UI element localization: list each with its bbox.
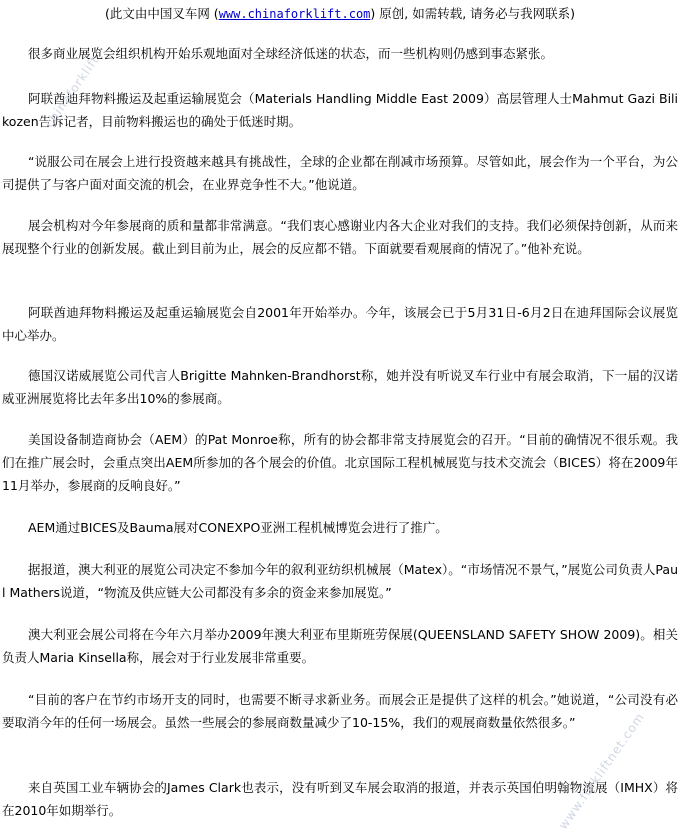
source-link[interactable]: www.chinaforklift.com: [218, 7, 371, 21]
paragraph-4: 展会机构对今年参展商的质和量都非常满意。“我们衷心感谢业内各大企业对我们的支持。我们必须保持创新，从而来展现整个行业的创新发展。截止到目前为止，展会的反应都不错。下面就要看观展商的情况了。”他补充说。: [2, 218, 678, 256]
paragraph-5: 阿联酋迪拜物料搬运及起重运输展览会自2001年开始举办。今年，该展会已于5月31日-6月2日在迪拜国际会议展览中心举办。: [2, 305, 678, 343]
watermark-bottom-right: www.forkliftnet.com: [556, 710, 648, 832]
paragraph-10: 澳大利亚会展公司将在今年六月举办2009年澳大利亚布里斯班劳保展(QUEENSLAND SAFETY SHOW 2009)。相关负责人Maria Kinsella称，展会对于行业发展非常重要。: [2, 627, 678, 665]
watermark-top-left: chinaforklift: [42, 52, 102, 131]
paragraph-6: 德国汉诺威展览公司代言人Brigitte Mahnken-Brandhorst称，她并没有听说叉车行业中有展会取消，下一届的汉诺威亚洲展览将比去年多出10%的参展商。: [2, 368, 678, 406]
paragraph-7: 美国设备制造商协会（AEM）的Pat Monroe称，所有的协会都非常支持展览会的召开。“目前的确情况不很乐观。我们在推广展会时，会重点突出AEM所参加的各个展会的价值。北京国际工程机械展览与技术交流会（BICES）将在2009年11月举办，参展商的反响良好。”: [2, 432, 678, 493]
paragraph-8: AEM通过BICES及Bauma展对CONEXPO亚洲工程机械博览会进行了推广。: [28, 520, 448, 535]
paragraph-2: 阿联酋迪拜物料搬运及起重运输展览会（Materials Handling Middle East 2009）高层管理人士Mahmut Gazi Bilikozen告诉记者，目前物料搬运也的确处于低迷时期。: [2, 91, 678, 129]
source-note: [0, 6, 680, 22]
paragraph-1: 很多商业展览会组织机构开始乐观地面对全球经济低迷的状态，而一些机构则仍感到事态紧张。: [28, 46, 554, 61]
paragraph-11: “目前的客户在节约市场开支的同时，也需要不断寻求新业务。而展会正是提供了这样的机会。”她说道，“公司没有必要取消今年的任何一场展会。虽然一些展会的参展商数量减少了10-15%，我们的观展商数量依然很多。”: [2, 692, 678, 730]
paragraph-12: 来自英国工业车辆协会的James Clark也表示，没有听到叉车展会取消的报道，并表示英国伯明翰物流展（IMHX）将在2010年如期举行。: [2, 780, 678, 818]
source-note-prefix: (此文由中国叉车网 (: [104, 6, 219, 21]
paragraph-9: 据报道，澳大利亚的展览公司决定不参加今年的叙利亚纺织机械展（Matex）。“市场情况不景气，”展览公司负责人Paul Mathers说道，“物流及供应链大公司都没有多余的资金来参加展览。”: [2, 562, 678, 600]
source-note-suffix: ) 原创, 如需转载, 请务必与我网联系): [370, 6, 576, 21]
paragraph-3: “说服公司在展会上进行投资越来越具有挑战性，全球的企业都在削减市场预算。尽管如此，展会作为一个平台，为公司提供了与客户面对面交流的机会，在业界竞争性不大。”他说道。: [2, 154, 678, 192]
